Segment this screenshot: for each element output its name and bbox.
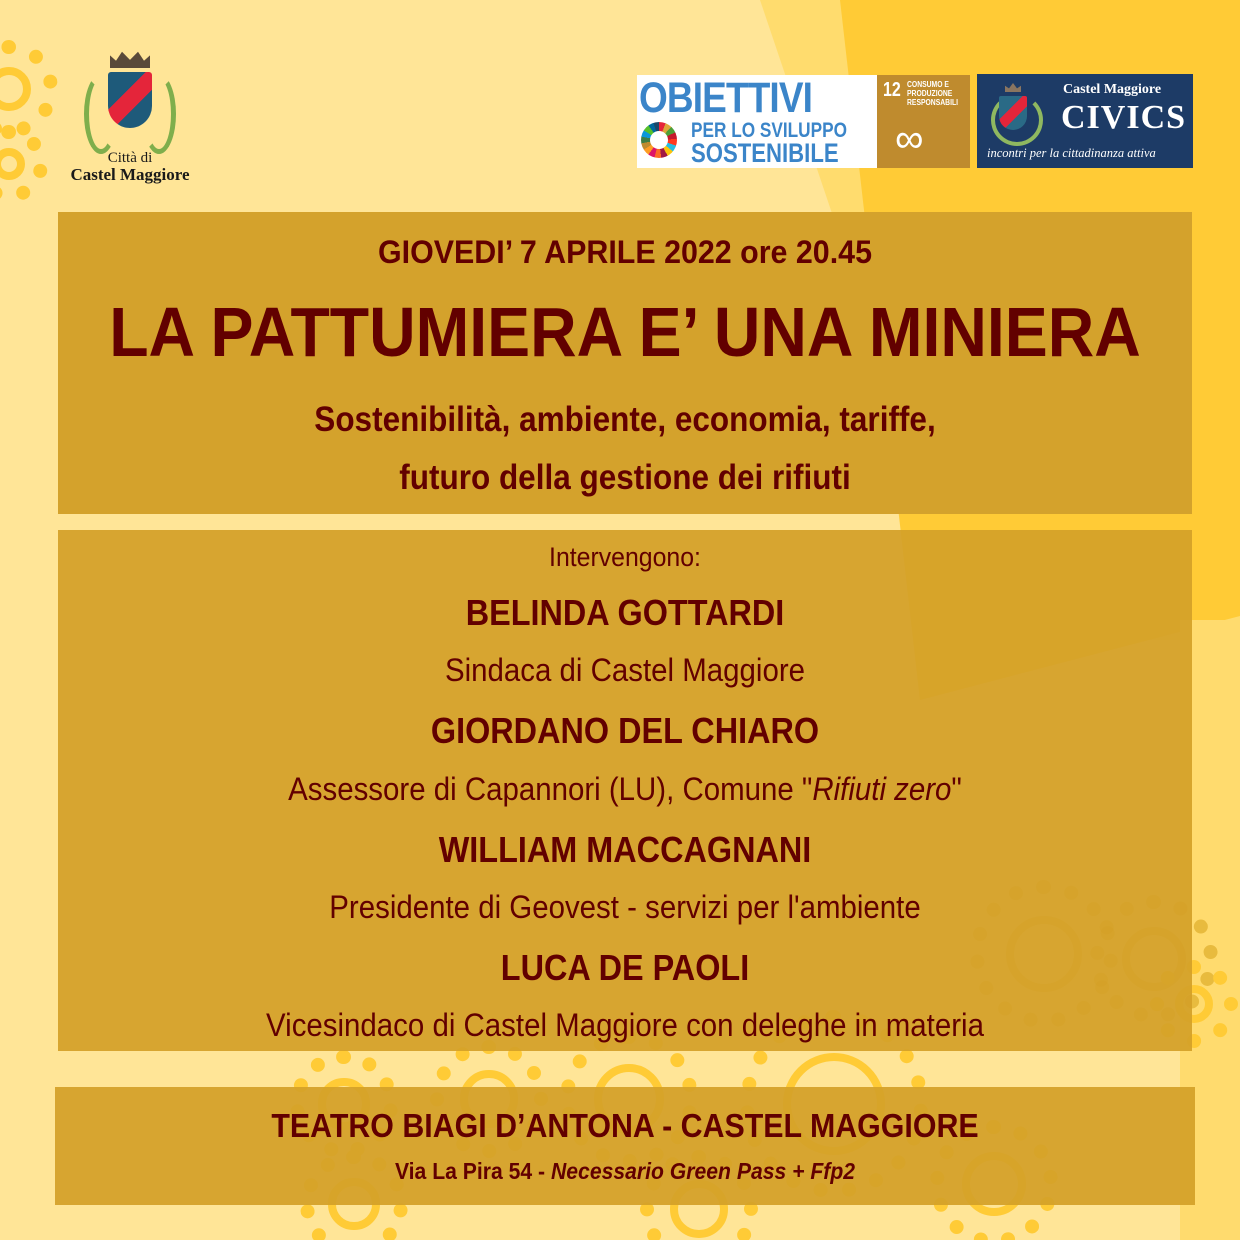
speaker-role-text: "	[951, 771, 962, 807]
shield-icon	[999, 96, 1027, 130]
speakers-panel	[58, 530, 1192, 1051]
sdg-title: OBIETTIVI	[639, 74, 813, 122]
city-logo	[60, 45, 200, 195]
sdg-wheel-icon	[641, 122, 677, 158]
goal-text-line: RESPONSABILI	[907, 98, 959, 107]
venue-name: TEATRO BIAGI D’ANTONA - CASTEL MAGGIORE	[271, 1107, 979, 1144]
crown-icon	[110, 50, 150, 68]
speaker-name: LUCA DE PAOLI	[500, 947, 750, 988]
venue-requirements: Necessario Green Pass + Ffp2	[550, 1158, 856, 1184]
speaker-role	[103, 769, 1146, 809]
sdg-subtitle-line2: SOSTENIBILE	[691, 138, 839, 168]
event-title: LA PATTUMIERA E’ UNA MINIERA	[109, 293, 1141, 371]
crown-icon	[1005, 83, 1021, 92]
sdg-subtitle-line1: PER LO SVILUPPO	[691, 119, 847, 142]
gear-icon	[0, 40, 58, 138]
event-subtitle-line1: Sostenibilità, ambiente, economia, tariffe,	[314, 400, 936, 439]
venue-address	[101, 1155, 1150, 1187]
goal-number: 12	[883, 79, 901, 101]
city-logo-line2: Castel Maggiore	[70, 165, 190, 184]
city-logo-line1: Città di	[107, 150, 153, 166]
speaker-name: BELINDA GOTTARDI	[465, 592, 785, 633]
speaker-role-text: Assessore di Capannori (LU), Comune "	[288, 771, 813, 807]
event-subtitle-line2: futuro della gestione dei rifiuti	[399, 458, 851, 497]
speaker-name: GIORDANO DEL CHIARO	[430, 710, 820, 751]
venue-street: Via La Pira 54 -	[394, 1158, 551, 1184]
speaker-name: WILLIAM MACCAGNANI	[438, 829, 812, 870]
coat-of-arms-icon	[80, 68, 180, 148]
civics-logo	[977, 74, 1193, 168]
goal-text	[907, 80, 958, 107]
speaker-role-italic: Rifiuti zero	[812, 771, 952, 807]
speaker-role: Vicesindaco di Castel Maggiore con deleghe in materia	[266, 1007, 984, 1043]
goal-text-line: CONSUMO E	[907, 80, 949, 89]
civics-tagline: incontri per la cittadinanza attiva	[987, 146, 1156, 160]
gear-icon	[0, 125, 48, 203]
speakers-intro: Intervengono:	[549, 542, 701, 572]
event-title-panel	[58, 212, 1192, 514]
goal-text-line: PRODUZIONE	[907, 89, 953, 98]
venue-panel	[55, 1087, 1195, 1205]
shield-icon	[108, 72, 152, 128]
sdg-logo	[637, 75, 970, 168]
speaker-role: Presidente di Geovest - servizi per l'ambiente	[329, 889, 921, 925]
event-date: GIOVEDI’ 7 APRILE 2022 ore 20.45	[378, 234, 872, 270]
civics-line2: CIVICS	[1061, 99, 1187, 136]
infinity-icon: ∞	[895, 117, 924, 161]
civics-line1: Castel Maggiore	[1063, 82, 1162, 97]
speaker-role: Sindaca di Castel Maggiore	[444, 652, 806, 688]
sdg-goal-12-badge	[875, 75, 970, 168]
